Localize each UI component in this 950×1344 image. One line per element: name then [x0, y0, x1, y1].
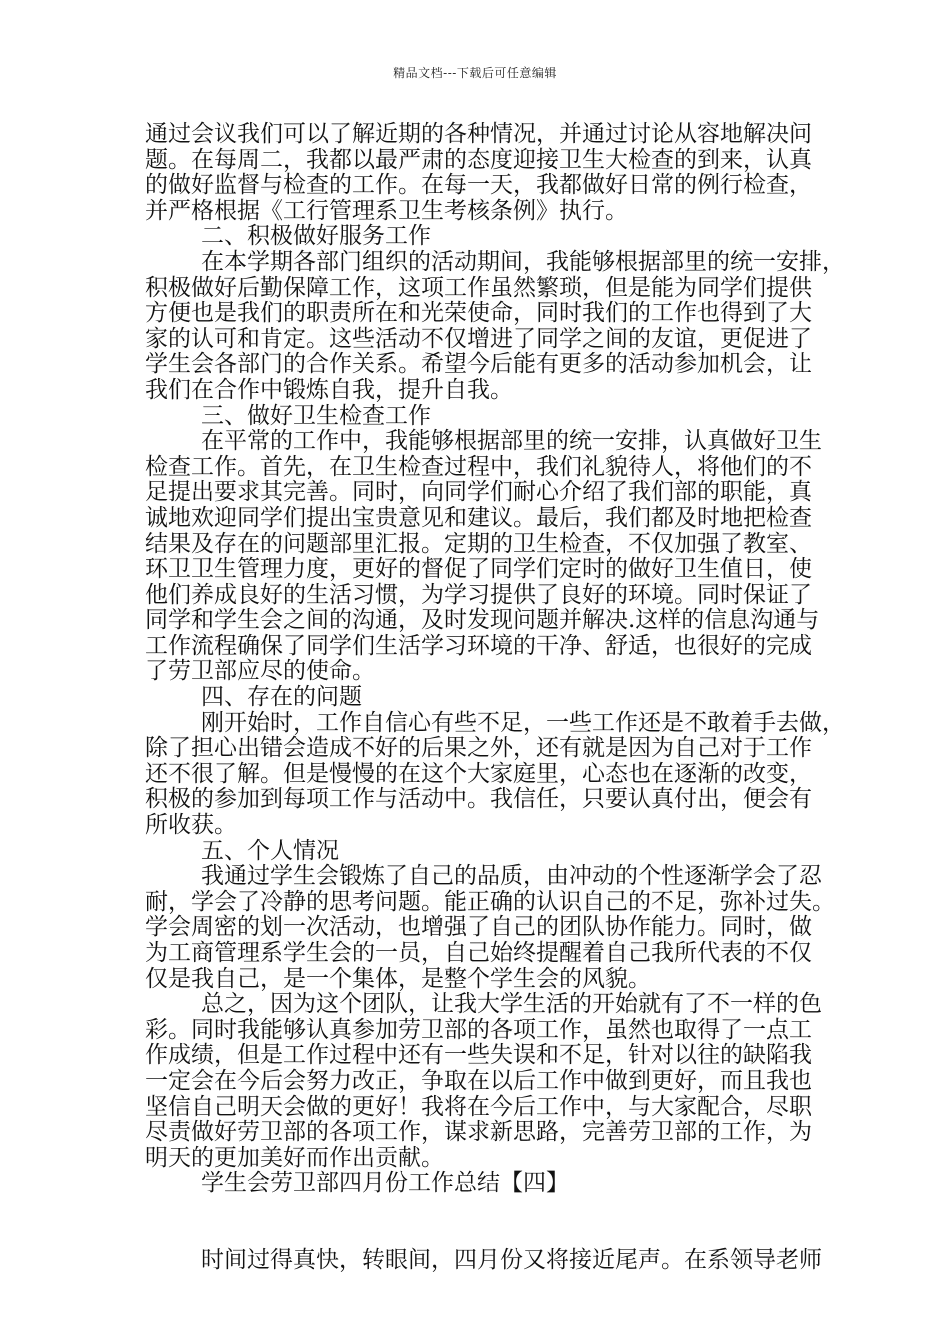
text-line: 我们在合作中锻炼自我，提升自我。: [145, 376, 513, 403]
text-line: 学生会各部门的合作关系。希望今后能有更多的活动参加机会，让: [145, 351, 812, 378]
text-line: 并严格根据《工行管理系卫生考核条例》执行。: [145, 197, 628, 224]
text-line: 尽责做好劳卫部的各项工作，谋求新思路，完善劳卫部的工作，为: [145, 1119, 812, 1146]
page-header: 精品文档---下载后可任意编辑: [393, 66, 557, 80]
text-line: 题。在每周二，我都以最严肃的态度迎接卫生大检查的到来，认真: [145, 146, 812, 173]
text-line: 同学和学生会之间的沟通，及时发现问题并解决.这样的信息沟通与: [145, 607, 820, 634]
text-line: 时间过得真快，转眼间，四月份又将接近尾声。在系领导老师: [201, 1246, 822, 1273]
text-line: 结果及存在的问题部里汇报。定期的卫生检查，不仅加强了教室、: [145, 530, 812, 557]
text-line: 为工商管理系学生会的一员，自己始终提醒着自己我所代表的不仅: [145, 940, 812, 966]
text-line: 明天的更加美好而作出贡献。: [145, 1144, 444, 1171]
text-line: 工作流程确保了同学们生活学习环境的干净、舒适，也很好的完成: [145, 632, 812, 659]
text-line: 刚开始时，工作自信心有些不足，一些工作还是不敢着手去做，: [201, 709, 845, 736]
text-line: 他们养成良好的生活习惯，为学习提供了良好的环境。同时保证了: [145, 581, 812, 608]
text-line: 积极做好后勤保障工作，这项工作虽然繁琐，但是能为同学们提供: [145, 274, 812, 301]
text-line: 环卫卫生管理力度，更好的督促了同学们定时的做好卫生值日，使: [145, 556, 812, 583]
text-line: 检查工作。首先，在卫生检查过程中，我们礼貌待人，将他们的不: [145, 453, 812, 480]
text-line: 五、个人情况: [201, 837, 339, 864]
text-line: 彩。同时我能够认真参加劳卫部的各项工作，虽然也取得了一点工: [145, 1016, 812, 1043]
text-line: 在本学期各部门组织的活动期间，我能够根据部里的统一安排，: [201, 248, 845, 275]
text-line: 方便也是我们的职责所在和光荣使命，同时我们的工作也得到了大: [145, 300, 812, 327]
text-line: 积极的参加到每项工作与活动中。我信任，只要认真付出，便会有: [145, 786, 812, 813]
text-line: 还不很了解。但是慢慢的在这个大家庭里，心态也在逐渐的改变，: [145, 760, 812, 787]
text-line: 总之，因为这个团队，让我大学生活的开始就有了不一样的色: [201, 991, 822, 1018]
text-line: 的做好监督与检查的工作。在每一天，我都做好日常的例行检查，: [145, 172, 812, 199]
text-line: 四、存在的问题: [201, 684, 362, 711]
text-line: 二、积极做好服务工作: [201, 223, 431, 250]
text-line: 通过会议我们可以了解近期的各种情况，并通过讨论从容地解决问: [145, 121, 812, 147]
text-line: 三、做好卫生检查工作: [201, 402, 431, 429]
text-line: 所收获。: [145, 812, 237, 839]
paragraph-lines: [145, 121, 845, 1197]
blank-line: [145, 1197, 835, 1248]
text-line: 仅是我自己，是一个集体，是整个学生会的风貌。: [145, 965, 651, 992]
text-line: 家的认可和肯定。这些活动不仅增进了同学之间的友谊，更促进了: [145, 325, 812, 352]
text-line: 坚信自己明天会做的更好！我将在今后工作中，与大家配合，尽职: [145, 1093, 812, 1120]
document-body: [145, 121, 845, 1274]
text-line: 除了担心出错会造成不好的后果之外，还有就是因为自己对于工作: [145, 735, 812, 762]
text-line: 一定会在今后会努力改正，争取在以后工作中做到更好，而且我也: [145, 1067, 812, 1094]
text-line: 足提出要求其完善。同时，向同学们耐心介绍了我们部的职能，真: [145, 479, 812, 506]
text-line: 我通过学生会锻炼了自己的品质，由冲动的个性逐渐学会了忍: [201, 863, 822, 890]
text-line: 作成绩，但是工作过程中还有一些失误和不足，针对以往的缺陷我: [145, 1042, 812, 1069]
text-line: 学生会劳卫部四月份工作总结【四】: [201, 1170, 569, 1197]
text-line: 学会周密的划一次活动，也增强了自己的团队协作能力。同时，做: [145, 914, 812, 941]
text-line: 诚地欢迎同学们提出宝贵意见和建议。最后，我们都及时地把检查: [145, 504, 812, 531]
text-line: 了劳卫部应尽的使命。: [145, 658, 375, 685]
text-line: 耐，学会了冷静的思考问题。能正确的认识自己的不足，弥补过失。: [145, 888, 835, 915]
text-line: 在平常的工作中，我能够根据部里的统一安排，认真做好卫生: [201, 428, 822, 455]
